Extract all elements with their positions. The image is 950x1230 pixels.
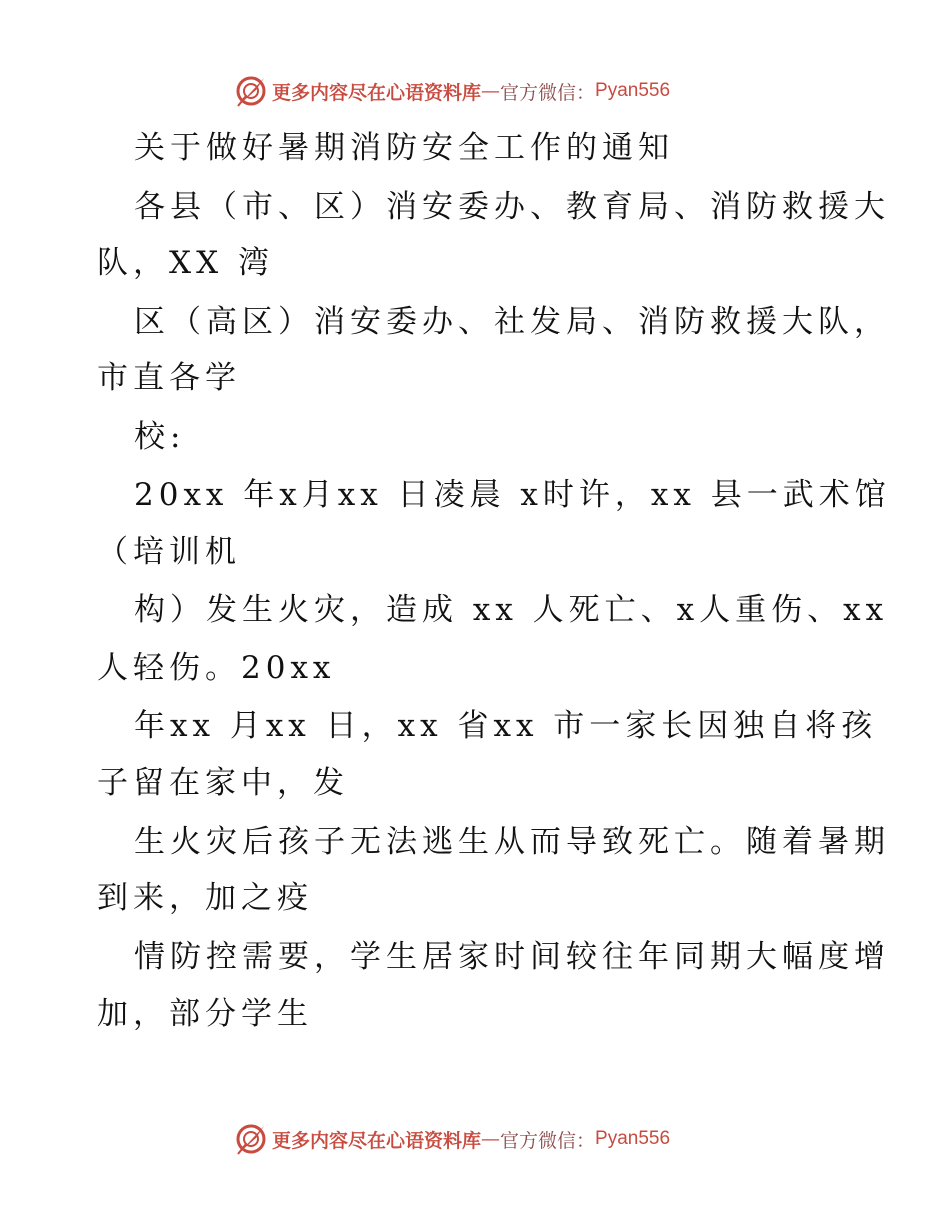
text-line: 队，XX 湾 [97,245,274,281]
text-line: 到来，加之疫 [97,880,313,916]
banner-separator: — [481,1128,501,1150]
document-title: 关于做好暑期消防安全工作的通知 [134,130,674,166]
wechat-label: 官方微信： [500,1129,596,1152]
footer-banner [234,1122,670,1156]
text-line: 市直各学 [97,360,241,396]
text-line: 校: [134,419,186,455]
quill-logo-icon [234,1122,268,1156]
banner-separator: — [481,80,501,102]
brand-text: 更多内容尽在心语资料库 [272,81,482,104]
text-line: 年xx 月xx 日，xx 省xx 市一家长因独自将孩 [134,708,878,744]
wechat-id: Pyan556 [595,80,671,101]
wechat-label: 官方微信： [500,81,596,104]
text-line: 加，部分学生 [97,996,313,1032]
text-line: 各县（市、区）消安委办、教育局、消防救援大 [134,189,890,225]
text-line: 人轻伤。20xx [97,650,336,686]
header-banner [234,74,670,108]
text-line: 情防控需要，学生居家时间较往年同期大幅度增 [134,939,890,975]
text-line: 生火灾后孩子无法逃生从而导致死亡。随着暑期 [134,824,890,860]
text-line: 区（高区）消安委办、社发局、消防救援大队， [134,304,890,340]
wechat-id: Pyan556 [595,1128,671,1149]
text-line: 构）发生火灾，造成 xx 人死亡、x人重伤、xx [134,592,889,628]
text-line: 子留在家中，发 [97,765,349,801]
text-line: 20xx 年x月xx 日凌晨 x时许，xx 县一武术馆 [134,477,891,513]
brand-text: 更多内容尽在心语资料库 [272,1129,482,1152]
text-line: （培训机 [97,534,241,570]
quill-logo-icon [234,74,268,108]
